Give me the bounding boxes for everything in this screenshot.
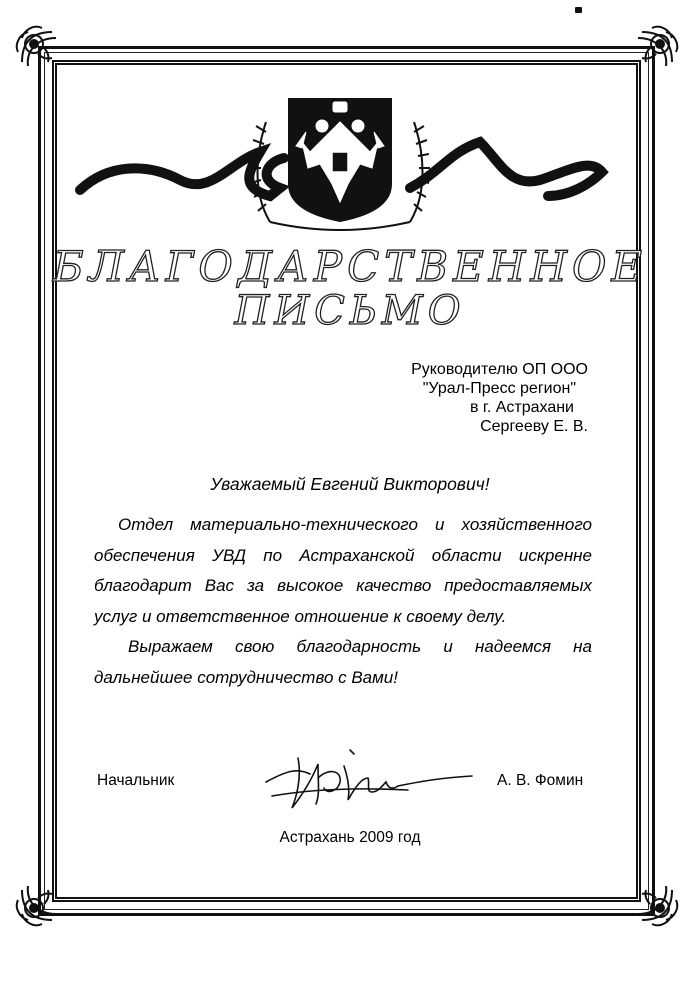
signatory-name: А. В. Фомин (497, 772, 584, 789)
body-paragraph: Выражаем свою благодарность и надеемся на дальнейшее сотрудничество с Вами! (94, 637, 592, 687)
corner-ornament-icon (12, 868, 74, 930)
ribbon-left-icon (80, 152, 284, 196)
corner-ornament-icon (620, 22, 682, 84)
coat-of-arms-emblem-icon (70, 92, 610, 242)
addressee-block (328, 360, 588, 436)
letter-title-line-1: БЛАГОДАРСТВЕННОЕ (52, 242, 648, 291)
ribbon-right-icon (410, 142, 602, 196)
addressee-line: в г. Астрахани (469, 399, 574, 416)
addressee-line: Руководителю ОП ООО (411, 361, 588, 378)
letter-title-line-2: ПИСЬМО (234, 288, 466, 334)
corner-ornament-icon (12, 22, 74, 84)
corner-ornament-icon (620, 868, 682, 930)
addressee-line: "Урал-Пресс регион" (422, 380, 576, 397)
place-and-date: Астрахань 2009 год (279, 829, 421, 846)
handwritten-signature-icon (258, 748, 478, 818)
signatory-position: Начальник (97, 772, 175, 789)
body-paragraph: Отдел материально-технического и хозяйственного обеспечения УВД по Астраханской области искренне благодарит Вас за высокое качество предоставляемых услуг и ответственное отношение к своему делу. (94, 515, 592, 626)
scan-mark (575, 7, 582, 13)
addressee-line: Сергееву Е. В. (480, 418, 588, 435)
salutation: Уважаемый Евгений Викторович! (210, 474, 490, 494)
